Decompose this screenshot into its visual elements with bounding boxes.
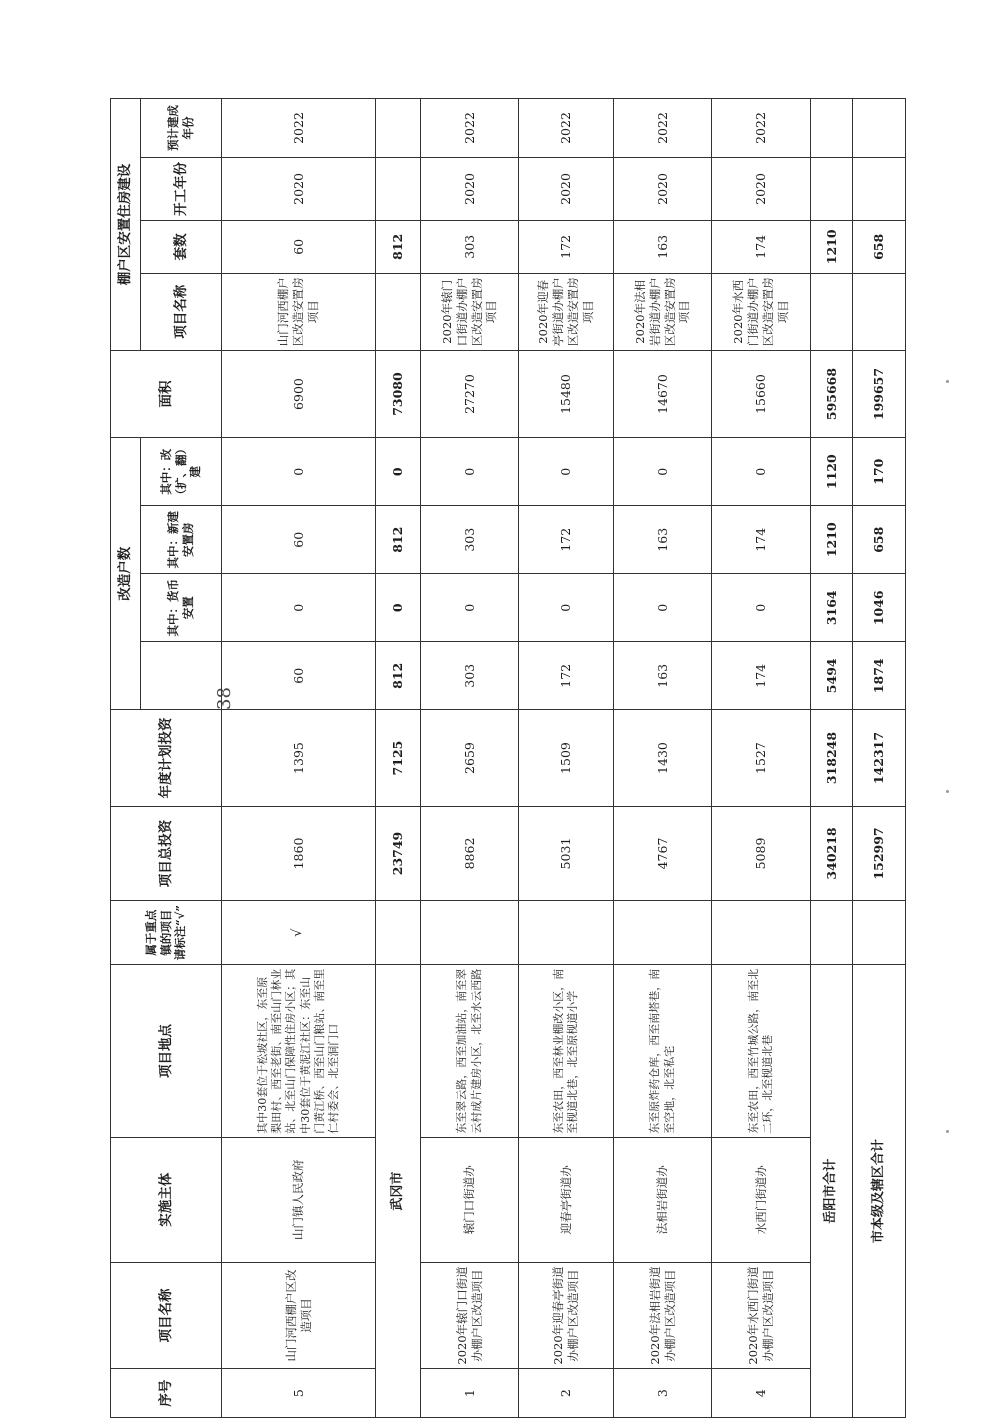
cell-res-start-year: 2020 (614, 157, 712, 220)
header-households-total (141, 642, 222, 710)
header-renovation: 其中：改（扩、翻）建 (141, 438, 222, 506)
cell-annual-investment: 318248 (811, 710, 853, 806)
cell-households: 163 (614, 642, 712, 710)
cell-renovation: 0 (376, 438, 421, 506)
cell-res-complete-year: 2022 (421, 99, 519, 158)
cell-res-start-year: 2020 (222, 157, 376, 220)
cell-new-build: 163 (614, 506, 712, 574)
cell-households: 172 (519, 642, 614, 710)
cell-total-investment: 23749 (376, 806, 421, 900)
cell-new-build: 174 (712, 506, 811, 574)
cell-households: 60 (222, 642, 376, 710)
cell-res-complete-year: 2022 (712, 99, 811, 158)
page-number: 38 (213, 686, 235, 710)
cell-monetary: 0 (519, 574, 614, 642)
cell-households: 174 (712, 642, 811, 710)
cell-annual-investment: 1509 (519, 710, 614, 806)
scan-speck (946, 1130, 949, 1133)
header-res-start-year: 开工年份 (141, 157, 222, 220)
total-row (811, 99, 853, 1418)
cell-area: 73080 (376, 350, 421, 437)
cell-res-complete-year: 2022 (614, 99, 712, 158)
cell-project-name: 2020年辕门口街道办棚户区改造项目 (421, 1262, 519, 1369)
cell-renovation: 0 (421, 438, 519, 506)
cell-key-town (614, 901, 712, 965)
cell-res-start-year (376, 157, 421, 220)
scan-speck (946, 380, 949, 383)
cell-total-investment: 8862 (421, 806, 519, 900)
cell-key-town (376, 901, 421, 965)
cell-monetary: 0 (712, 574, 811, 642)
cell-annual-investment: 2659 (421, 710, 519, 806)
cell-area: 14670 (614, 350, 712, 437)
cell-res-start-year: 2020 (519, 157, 614, 220)
cell-implementer: 法相岩街道办 (614, 1137, 712, 1262)
cell-location: 东至农田，西至林业棚改小区，南至枧道北巷，北至原枧道小学 (519, 965, 614, 1138)
cell-new-build: 172 (519, 506, 614, 574)
cell-res-start-year: 2020 (421, 157, 519, 220)
cell-new-build: 812 (376, 506, 421, 574)
table-row (614, 99, 712, 1418)
cell-monetary: 0 (421, 574, 519, 642)
header-location: 项目地点 (111, 965, 222, 1138)
cell-res-project-name (376, 273, 421, 350)
cell-total-investment: 5031 (519, 806, 614, 900)
cell-project-name: 2020年水西门街道办棚户区改造项目 (712, 1262, 811, 1369)
cell-key-town (853, 901, 906, 965)
cell-monetary: 1046 (853, 574, 906, 642)
cell-location: 其中30套位于松坡社区，东至原梨田村、西至老街、南至山门林业站、北至山门保障性住房小区；其中30套位于黄泥江社区：东至山门黄江桥、西至山门粮站、南至里仁村委会、北至洞门口 (222, 965, 376, 1138)
cell-res-start-year (811, 157, 853, 220)
cell-project-name: 山门河西棚户区改造项目 (222, 1262, 376, 1369)
cell-res-units: 812 (376, 220, 421, 273)
cell-seq: 2 (519, 1369, 614, 1418)
cell-total-investment: 4767 (614, 806, 712, 900)
cell-res-units: 1210 (811, 220, 853, 273)
header-res-units: 套数 (141, 220, 222, 273)
cell-renovation: 0 (222, 438, 376, 506)
cell-renovation: 170 (853, 438, 906, 506)
header-row-1 (111, 99, 141, 1418)
cell-area: 199657 (853, 350, 906, 437)
cell-monetary: 0 (614, 574, 712, 642)
header-res-project-name: 项目名称 (141, 273, 222, 350)
cell-annual-investment: 1527 (712, 710, 811, 806)
cell-monetary: 0 (376, 574, 421, 642)
cell-location: 东至原炸药仓库，西至南塔巷，南至空地，北至私宅 (614, 965, 712, 1138)
cell-subtotal-label: 武冈市 (376, 965, 421, 1418)
cell-annual-investment: 1430 (614, 710, 712, 806)
cell-res-project-name: 2020年水西门街道办棚户区改造安置房项目 (712, 273, 811, 350)
total-row (853, 99, 906, 1418)
header-resettlement-group: 棚户区安置住房建设 (111, 99, 141, 351)
header-new-build: 其中：新建安置房 (141, 506, 222, 574)
cell-res-complete-year (853, 99, 906, 158)
cell-monetary: 3164 (811, 574, 853, 642)
cell-households: 5494 (811, 642, 853, 710)
cell-annual-investment: 142317 (853, 710, 906, 806)
cell-key-town (519, 901, 614, 965)
cell-res-units: 174 (712, 220, 811, 273)
table-row (421, 99, 519, 1418)
cell-res-project-name: 山门河西棚户区改造安置房项目 (222, 273, 376, 350)
header-key-town: 属于重点镇的项目请标注“√” (111, 901, 222, 965)
table-row (712, 99, 811, 1418)
cell-location: 东至翠云路，西至加油站，南至翠云村成片建房小区，北至水云西路 (421, 965, 519, 1138)
cell-implementer: 水西门街道办 (712, 1137, 811, 1262)
cell-res-complete-year (811, 99, 853, 158)
cell-area: 595668 (811, 350, 853, 437)
cell-new-build: 658 (853, 506, 906, 574)
cell-res-project-name: 2020年迎春亭街道办棚户区改造安置房项目 (519, 273, 614, 350)
cell-res-project-name: 2020年法相岩街道办棚户区改造安置房项目 (614, 273, 712, 350)
cell-annual-investment: 1395 (222, 710, 376, 806)
header-total-investment: 项目总投资 (111, 806, 222, 900)
cell-area: 6900 (222, 350, 376, 437)
cell-total-label: 市本级及辖区合计 (853, 965, 906, 1418)
cell-households: 303 (421, 642, 519, 710)
cell-renovation: 0 (519, 438, 614, 506)
cell-res-units: 163 (614, 220, 712, 273)
table-row (519, 99, 614, 1418)
cell-implementer: 辕门口街道办 (421, 1137, 519, 1262)
header-res-complete-year: 预计建成年份 (141, 99, 222, 158)
cell-monetary: 0 (222, 574, 376, 642)
cell-key-town: √ (222, 901, 376, 965)
cell-total-investment: 152997 (853, 806, 906, 900)
cell-res-start-year (853, 157, 906, 220)
cell-res-complete-year: 2022 (519, 99, 614, 158)
cell-households: 1874 (853, 642, 906, 710)
header-project-name: 项目名称 (111, 1262, 222, 1369)
cell-annual-investment: 7125 (376, 710, 421, 806)
cell-implementer: 迎春亭街道办 (519, 1137, 614, 1262)
cell-new-build: 60 (222, 506, 376, 574)
cell-area: 27270 (421, 350, 519, 437)
cell-total-label: 岳阳市合计 (811, 965, 853, 1418)
cell-total-investment: 340218 (811, 806, 853, 900)
cell-res-units: 658 (853, 220, 906, 273)
cell-seq: 1 (421, 1369, 519, 1418)
cell-seq: 4 (712, 1369, 811, 1418)
cell-seq: 5 (222, 1369, 376, 1418)
table-row (222, 99, 376, 1418)
cell-area: 15660 (712, 350, 811, 437)
cell-renovation: 0 (712, 438, 811, 506)
cell-key-town (811, 901, 853, 965)
cell-res-units: 303 (421, 220, 519, 273)
shantytown-project-table (110, 98, 906, 1418)
cell-area: 15480 (519, 350, 614, 437)
cell-res-units: 172 (519, 220, 614, 273)
cell-location: 东至农田，西至竹城公路，南至北二环，北至枧道北巷 (712, 965, 811, 1138)
cell-res-units: 60 (222, 220, 376, 273)
cell-renovation: 1120 (811, 438, 853, 506)
cell-res-project-name (853, 273, 906, 350)
header-monetary: 其中：货币安置 (141, 574, 222, 642)
cell-project-name: 2020年法相岩街道办棚户区改造项目 (614, 1262, 712, 1369)
cell-res-start-year: 2020 (712, 157, 811, 220)
cell-new-build: 303 (421, 506, 519, 574)
header-implementer: 实施主体 (111, 1137, 222, 1262)
cell-implementer: 山门镇人民政府 (222, 1137, 376, 1262)
cell-households: 812 (376, 642, 421, 710)
cell-res-complete-year (376, 99, 421, 158)
header-seq: 序号 (111, 1369, 222, 1418)
header-annual-investment: 年度计划投资 (111, 710, 222, 806)
cell-new-build: 1210 (811, 506, 853, 574)
subtotal-row (376, 99, 421, 1418)
cell-key-town (712, 901, 811, 965)
header-area: 面积 (111, 350, 222, 437)
cell-project-name: 2020年迎春亭街道办棚户区改造项目 (519, 1262, 614, 1369)
cell-key-town (421, 901, 519, 965)
cell-total-investment: 1860 (222, 806, 376, 900)
cell-res-complete-year: 2022 (222, 99, 376, 158)
cell-res-project-name (811, 273, 853, 350)
scan-speck (946, 790, 949, 793)
cell-seq: 3 (614, 1369, 712, 1418)
cell-res-project-name: 2020年辕门口街道办棚户区改造安置房项目 (421, 273, 519, 350)
rotated-table-wrapper (110, 98, 905, 1418)
header-households-group: 改造户数 (111, 438, 141, 710)
cell-total-investment: 5089 (712, 806, 811, 900)
cell-renovation: 0 (614, 438, 712, 506)
